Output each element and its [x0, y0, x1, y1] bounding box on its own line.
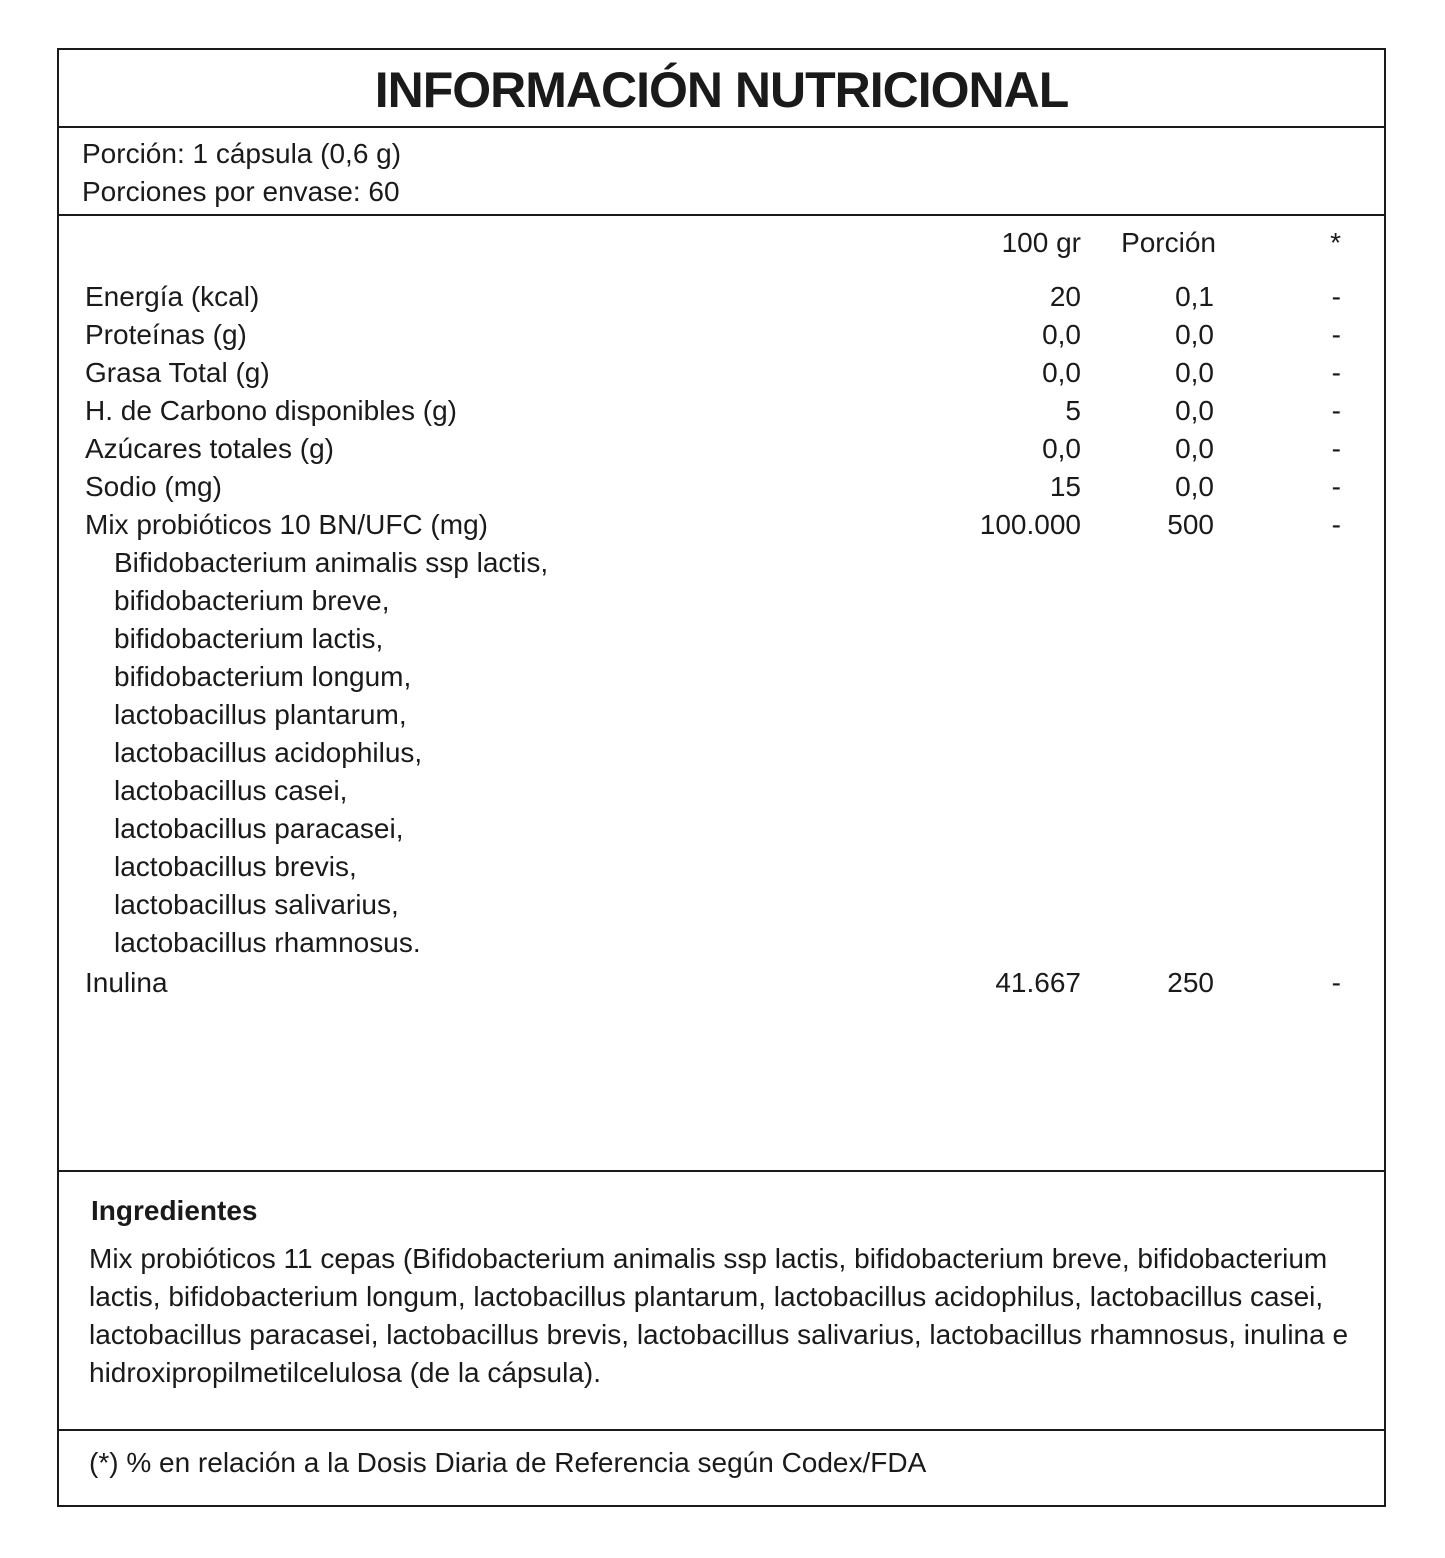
nutrient-per-serving: 0,0: [1175, 471, 1214, 502]
nutrient-label: H. de Carbono disponibles (g): [85, 395, 457, 426]
nutrient-per-100: 100.000: [979, 509, 1081, 540]
nutrient-per-100: 0,0: [1042, 433, 1081, 464]
nutrient-per-serving: 250: [1167, 967, 1214, 998]
nutrient-daily-value: -: [1331, 967, 1341, 998]
strain-item: lactobacillus brevis,: [114, 851, 357, 882]
nutrient-daily-value: -: [1331, 395, 1341, 426]
nutrient-label: Azúcares totales (g): [85, 433, 334, 464]
nutrient-per-serving: 0,0: [1175, 319, 1214, 350]
nutrient-per-100: 41.667: [995, 967, 1081, 998]
nutrient-per-serving: 0,0: [1175, 357, 1214, 388]
strain-item: lactobacillus salivarius,: [114, 889, 399, 920]
nutrient-label: Proteínas (g): [85, 319, 247, 350]
title-band: [59, 50, 1384, 128]
table-row: [59, 430, 1384, 468]
table-row: [59, 392, 1384, 430]
header-per-100: 100 gr: [1001, 227, 1081, 258]
strain-item: Bifidobacterium animalis ssp lactis,: [114, 547, 549, 578]
table-row: [59, 316, 1384, 354]
strain-item: bifidobacterium breve,: [114, 585, 390, 616]
footnote-text: (*) % en relación a la Dosis Diaria de Referencia según Codex/FDA: [89, 1447, 927, 1478]
nutrient-daily-value: -: [1331, 281, 1341, 312]
strain-item: lactobacillus paracasei,: [114, 813, 404, 844]
table-header-row: [59, 224, 1384, 262]
table-row: [59, 468, 1384, 506]
strain-item: lactobacillus casei,: [114, 775, 348, 806]
ingredients-text: Mix probióticos 11 cepas (Bifidobacterium animalis ssp lactis, bifidobacterium breve, bifidobacterium lactis, bifidobacterium longum, lactobacillus plantarum, lactobacillus acidophilus, lactobacillus casei, lactobacillus paracasei, lactobacillus brevis, lactobacillus salivarius, lactobacillus rhamnosus, inulina e hidroxipropilmetilcelulosa (de la cápsula).: [89, 1243, 1349, 1388]
nutrient-per-100: 0,0: [1042, 357, 1081, 388]
nutrient-label: Energía (kcal): [85, 281, 260, 312]
servings-per-container: Porciones por envase: 60: [82, 176, 400, 207]
nutrition-table: [59, 216, 1384, 1172]
ingredients-heading: Ingredientes: [91, 1195, 258, 1226]
nutrient-per-serving: 0,1: [1175, 281, 1214, 312]
strain-item: bifidobacterium lactis,: [114, 623, 384, 654]
nutrition-panel: [57, 48, 1386, 1507]
nutrient-per-serving: 0,0: [1175, 433, 1214, 464]
ingredients-section: [59, 1172, 1384, 1431]
nutrient-per-100: 20: [1049, 281, 1081, 312]
nutrient-daily-value: -: [1331, 319, 1341, 350]
table-row: [59, 506, 1384, 544]
nutrient-per-100: 5: [1065, 395, 1081, 426]
serving-info: [59, 126, 1384, 216]
nutrient-per-serving: 500: [1167, 509, 1214, 540]
nutrient-daily-value: -: [1331, 433, 1341, 464]
nutrient-label: Sodio (mg): [85, 471, 222, 502]
nutrient-daily-value: -: [1331, 509, 1341, 540]
nutrient-daily-value: -: [1331, 471, 1341, 502]
nutrient-per-100: 15: [1049, 471, 1081, 502]
strain-item: lactobacillus acidophilus,: [114, 737, 423, 768]
header-daily-value: *: [1330, 227, 1341, 258]
strain-item: bifidobacterium longum,: [114, 661, 412, 692]
nutrient-label: Mix probióticos 10 BN/UFC (mg): [85, 509, 488, 540]
serving-size: Porción: 1 cápsula (0,6 g): [82, 138, 402, 169]
table-row: [59, 354, 1384, 392]
nutrient-per-serving: 0,0: [1175, 395, 1214, 426]
table-row-inulina: [59, 964, 1384, 1002]
page-title: INFORMACIÓN NUTRICIONAL: [374, 62, 1069, 118]
nutrient-daily-value: -: [1331, 357, 1341, 388]
strain-item: lactobacillus rhamnosus.: [114, 927, 421, 958]
nutrient-label: Inulina: [85, 967, 168, 998]
strain-item: lactobacillus plantarum,: [114, 699, 407, 730]
nutrient-per-100: 0,0: [1042, 319, 1081, 350]
table-row: [59, 278, 1384, 316]
footnote-section: [59, 1431, 1384, 1505]
header-per-serving: Porción: [1121, 227, 1216, 258]
nutrient-label: Grasa Total (g): [85, 357, 270, 388]
